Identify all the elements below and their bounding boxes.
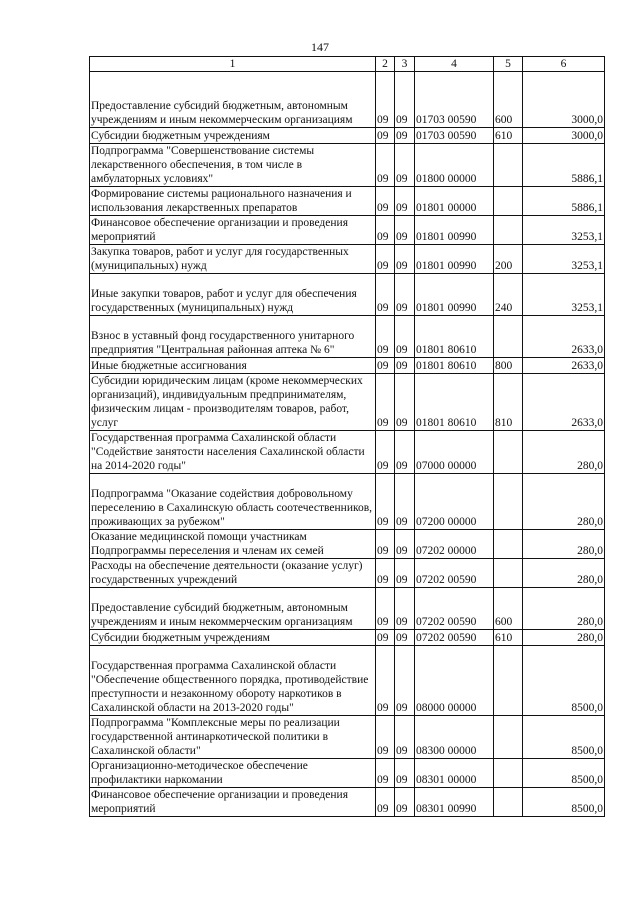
row-section-cell: 09 xyxy=(376,274,395,316)
row-amount-cell: 5886,1 xyxy=(523,187,605,216)
row-name-cell: Субсидии бюджетным учреждениям xyxy=(90,630,376,646)
row-name-cell: Субсидии бюджетным учреждениям xyxy=(90,128,376,144)
header-cell-5: 5 xyxy=(494,57,523,72)
row-amount-cell: 2633,0 xyxy=(523,316,605,358)
row-target-code-cell: 01801 80610 xyxy=(415,316,494,358)
row-target-code-cell: 08301 00000 xyxy=(415,759,494,788)
table-row xyxy=(90,788,605,817)
row-expense-type-cell: 810 xyxy=(494,374,523,431)
row-section-cell: 09 xyxy=(376,144,395,187)
row-target-code-cell: 07202 00000 xyxy=(415,530,494,559)
row-amount-cell: 3000,0 xyxy=(523,72,605,128)
row-expense-type-cell xyxy=(494,216,523,245)
row-expense-type-cell xyxy=(494,716,523,759)
row-name-cell: Формирование системы рационального назначения и использования лекарственных препаратов xyxy=(90,187,376,216)
row-expense-type-cell: 600 xyxy=(494,588,523,630)
row-section-cell: 09 xyxy=(376,759,395,788)
row-name-cell: Подпрограмма "Оказание содействия добровольному переселению в Сахалинскую область соотечественников, проживающих за рубежом" xyxy=(90,474,376,530)
row-subsection-cell: 09 xyxy=(395,358,415,374)
row-expense-type-cell xyxy=(494,474,523,530)
row-name-cell: Финансовое обеспечение организации и проведения мероприятий xyxy=(90,788,376,817)
table-row xyxy=(90,716,605,759)
row-target-code-cell: 01801 80610 xyxy=(415,358,494,374)
row-expense-type-cell: 600 xyxy=(494,72,523,128)
row-section-cell: 09 xyxy=(376,431,395,474)
row-section-cell: 09 xyxy=(376,716,395,759)
row-section-cell: 09 xyxy=(376,187,395,216)
row-section-cell: 09 xyxy=(376,646,395,716)
row-name-cell: Взнос в уставный фонд государственного унитарного предприятия "Центральная районная аптека № 6" xyxy=(90,316,376,358)
row-target-code-cell: 01801 00990 xyxy=(415,274,494,316)
row-name-cell: Подпрограмма "Совершенствование системы лекарственного обеспечения, в том числе в амбулаторных условиях" xyxy=(90,144,376,187)
row-target-code-cell: 01703 00590 xyxy=(415,128,494,144)
header-cell-6: 6 xyxy=(523,57,605,72)
row-section-cell: 09 xyxy=(376,128,395,144)
row-amount-cell: 8500,0 xyxy=(523,759,605,788)
row-target-code-cell: 08300 00000 xyxy=(415,716,494,759)
table-row xyxy=(90,588,605,630)
row-amount-cell: 3000,0 xyxy=(523,128,605,144)
row-section-cell: 09 xyxy=(376,588,395,630)
row-subsection-cell: 09 xyxy=(395,144,415,187)
table-row xyxy=(90,559,605,588)
row-expense-type-cell xyxy=(494,788,523,817)
row-expense-type-cell: 200 xyxy=(494,245,523,274)
row-amount-cell: 3253,1 xyxy=(523,274,605,316)
table-row xyxy=(90,759,605,788)
row-amount-cell: 280,0 xyxy=(523,431,605,474)
row-subsection-cell: 09 xyxy=(395,316,415,358)
row-expense-type-cell: 610 xyxy=(494,128,523,144)
row-amount-cell: 280,0 xyxy=(523,630,605,646)
row-subsection-cell: 09 xyxy=(395,374,415,431)
table-row xyxy=(90,630,605,646)
row-target-code-cell: 07000 00000 xyxy=(415,431,494,474)
row-expense-type-cell xyxy=(494,759,523,788)
row-name-cell: Иные закупки товаров, работ и услуг для обеспечения государственных (муниципальных) нужд xyxy=(90,274,376,316)
table-row xyxy=(90,72,605,128)
row-section-cell: 09 xyxy=(376,530,395,559)
table-row xyxy=(90,187,605,216)
row-name-cell: Иные бюджетные ассигнования xyxy=(90,358,376,374)
header-cell-2: 2 xyxy=(376,57,395,72)
row-target-code-cell: 08301 00990 xyxy=(415,788,494,817)
row-section-cell: 09 xyxy=(376,559,395,588)
row-subsection-cell: 09 xyxy=(395,216,415,245)
row-subsection-cell: 09 xyxy=(395,716,415,759)
row-target-code-cell: 08000 00000 xyxy=(415,646,494,716)
row-subsection-cell: 09 xyxy=(395,245,415,274)
row-subsection-cell: 09 xyxy=(395,72,415,128)
row-amount-cell: 3253,1 xyxy=(523,216,605,245)
row-target-code-cell: 07202 00590 xyxy=(415,559,494,588)
row-section-cell: 09 xyxy=(376,245,395,274)
page-number: 147 xyxy=(311,40,329,54)
row-subsection-cell: 09 xyxy=(395,630,415,646)
row-expense-type-cell xyxy=(494,431,523,474)
row-target-code-cell: 01801 00990 xyxy=(415,245,494,274)
row-subsection-cell: 09 xyxy=(395,646,415,716)
row-name-cell: Государственная программа Сахалинской области "Содействие занятости населения Сахалинской области на 2014-2020 годы" xyxy=(90,431,376,474)
budget-table xyxy=(89,56,605,817)
row-amount-cell: 8500,0 xyxy=(523,788,605,817)
header-cell-1: 1 xyxy=(90,57,376,72)
table-row xyxy=(90,431,605,474)
row-amount-cell: 280,0 xyxy=(523,530,605,559)
row-amount-cell: 8500,0 xyxy=(523,716,605,759)
row-subsection-cell: 09 xyxy=(395,788,415,817)
row-name-cell: Государственная программа Сахалинской области "Обеспечение общественного порядка, противодействие преступности и незаконному обороту наркотиков в Сахалинской области на 2013-2020 годы" xyxy=(90,646,376,716)
row-expense-type-cell xyxy=(494,144,523,187)
row-section-cell: 09 xyxy=(376,788,395,817)
row-section-cell: 09 xyxy=(376,72,395,128)
row-target-code-cell: 07202 00590 xyxy=(415,630,494,646)
table-row xyxy=(90,530,605,559)
row-target-code-cell: 01801 00990 xyxy=(415,216,494,245)
row-name-cell: Предоставление субсидий бюджетным, автономным учреждениям и иным некоммерческим организациям xyxy=(90,72,376,128)
table-header-row xyxy=(90,57,605,72)
header-cell-3: 3 xyxy=(395,57,415,72)
row-target-code-cell: 01703 00590 xyxy=(415,72,494,128)
row-name-cell: Организационно-методическое обеспечение профилактики наркомании xyxy=(90,759,376,788)
row-subsection-cell: 09 xyxy=(395,431,415,474)
row-subsection-cell: 09 xyxy=(395,530,415,559)
table-row xyxy=(90,374,605,431)
row-amount-cell: 280,0 xyxy=(523,588,605,630)
row-name-cell: Оказание медицинской помощи участникам Подпрограммы переселения и членам их семей xyxy=(90,530,376,559)
row-amount-cell: 280,0 xyxy=(523,559,605,588)
table-row xyxy=(90,474,605,530)
header-cell-4: 4 xyxy=(415,57,494,72)
row-section-cell: 09 xyxy=(376,374,395,431)
row-subsection-cell: 09 xyxy=(395,759,415,788)
row-name-cell: Подпрограмма "Комплексные меры по реализации государственной антинаркотической политики в Сахалинской области" xyxy=(90,716,376,759)
table-row xyxy=(90,316,605,358)
row-amount-cell: 2633,0 xyxy=(523,358,605,374)
table-row xyxy=(90,646,605,716)
row-expense-type-cell xyxy=(494,559,523,588)
row-target-code-cell: 01801 80610 xyxy=(415,374,494,431)
row-target-code-cell: 07202 00590 xyxy=(415,588,494,630)
table-row xyxy=(90,144,605,187)
row-subsection-cell: 09 xyxy=(395,588,415,630)
table-row xyxy=(90,245,605,274)
row-target-code-cell: 01801 00000 xyxy=(415,187,494,216)
row-subsection-cell: 09 xyxy=(395,128,415,144)
row-amount-cell: 5886,1 xyxy=(523,144,605,187)
row-amount-cell: 2633,0 xyxy=(523,374,605,431)
row-subsection-cell: 09 xyxy=(395,559,415,588)
row-expense-type-cell xyxy=(494,187,523,216)
row-name-cell: Субсидии юридическим лицам (кроме некоммерческих организаций), индивидуальным предпринимателям, физическим лицам - производителям товаров, работ, услуг xyxy=(90,374,376,431)
row-section-cell: 09 xyxy=(376,358,395,374)
row-section-cell: 09 xyxy=(376,474,395,530)
row-subsection-cell: 09 xyxy=(395,187,415,216)
row-expense-type-cell xyxy=(494,646,523,716)
row-amount-cell: 280,0 xyxy=(523,474,605,530)
row-section-cell: 09 xyxy=(376,216,395,245)
row-section-cell: 09 xyxy=(376,630,395,646)
row-name-cell: Предоставление субсидий бюджетным, автономным учреждениям и иным некоммерческим организациям xyxy=(90,588,376,630)
row-name-cell: Закупка товаров, работ и услуг для государственных (муниципальных) нужд xyxy=(90,245,376,274)
row-expense-type-cell xyxy=(494,316,523,358)
table-row xyxy=(90,358,605,374)
table-row xyxy=(90,216,605,245)
row-name-cell: Финансовое обеспечение организации и проведения мероприятий xyxy=(90,216,376,245)
row-amount-cell: 8500,0 xyxy=(523,646,605,716)
row-target-code-cell: 01800 00000 xyxy=(415,144,494,187)
table-row xyxy=(90,128,605,144)
row-name-cell: Расходы на обеспечение деятельности (оказание услуг) государственных учреждений xyxy=(90,559,376,588)
row-expense-type-cell: 240 xyxy=(494,274,523,316)
row-subsection-cell: 09 xyxy=(395,474,415,530)
row-subsection-cell: 09 xyxy=(395,274,415,316)
row-target-code-cell: 07200 00000 xyxy=(415,474,494,530)
row-amount-cell: 3253,1 xyxy=(523,245,605,274)
table-row xyxy=(90,274,605,316)
row-section-cell: 09 xyxy=(376,316,395,358)
row-expense-type-cell xyxy=(494,530,523,559)
row-expense-type-cell: 610 xyxy=(494,630,523,646)
row-expense-type-cell: 800 xyxy=(494,358,523,374)
